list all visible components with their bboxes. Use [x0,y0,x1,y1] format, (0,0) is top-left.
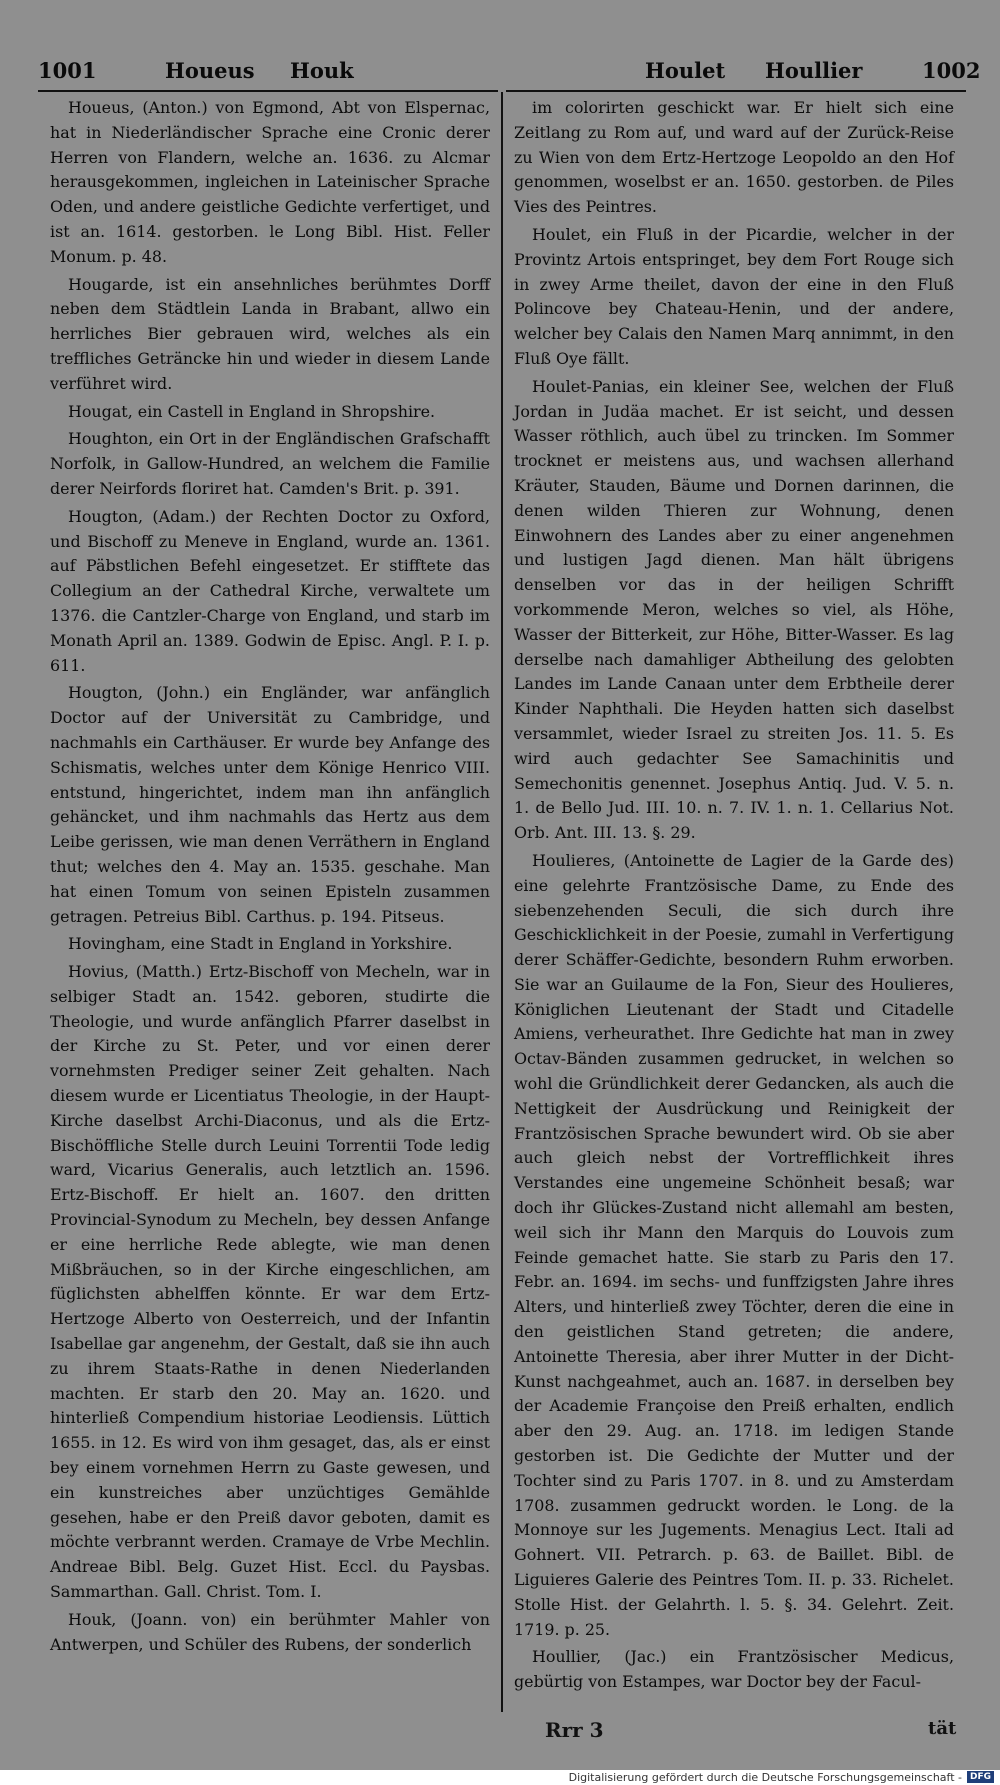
entry-paragraph: Hovingham, eine Stadt in England in Yorkshire. [68,934,453,954]
entry-paragraph: Hougat, ein Castell in England in Shropshire. [68,401,436,421]
column-divider [501,92,503,1712]
entry-paragraph: Hougton, (John.) ein Engländer, war anfänglich Doctor auf der Universität zu Cambridge, und nachmahls ein Carthäuser. Er wurde bey Anfange des Schismatis, welches unter dem Könige Henrico VIII. entstund, hingerichtet, indem man ihn anfänglich gehäncket, und ihm nachmahls das Hertz aus dem Leibe gerissen, wie man denen Verräthern in England thut; welches den 4. May an. 1535. geschahe. Man hat einen Tomum von seinen Episteln zusammen getragen. Petreius Bibl. Carthus. p. 194. Pitseus. [50,683,490,926]
entry-paragraph: Houk, (Joann. von) ein berühmter Mahler von Antwerpen, und Schüler des Rubens, der sonderlich [50,1609,490,1654]
header-rule-left [38,90,498,92]
catchword: tät [928,1718,957,1739]
left-column [50,96,490,1660]
right-header-word-2: Houllier [765,58,863,83]
right-header-word: Houlet [645,58,726,83]
right-page-number: 1002 [922,58,981,83]
entry-paragraph: Hovius, (Matth.) Ertz-Bischoff von Mecheln, war in selbiger Stadt an. 1542. geboren, studirte die Theologie, und wurde anfänglich Pfarrer daselbst in der Kirche zu St. Peter, und vor einen derer vornehmsten Prediger seiner Zeit gehalten. Nach diesem wurde er Licentiatus Theologie, in der Haupt-Kirche daselbst Archi-Diaconus, und als die Ertz-Bischöffliche Stelle durch Leuini Torrentii Tode ledig ward, Vicarius Generalis, auch letztlich an. 1596. Ertz-Bischoff. Er hielt an. 1607. den dritten Provincial-Synodum zu Mecheln, bey dessen Anfange er eine herrliche Rede ablegte, wie man denen Mißbräuchen, so in der Kirche eingeschlichen, am füglichsten abhelffen könnte. Er war dem Ertz-Hertzoge Alberto von Oesterreich, und der Infantin Isabellae gar angenehm, der Gestalt, daß sie ihn auch zu ihrem Staats-Rathe in denen Niederlanden machten. Er starb den 20. May an. 1620. und hinterließ Compendium historiae Leodiensis. Lüttich 1655. in 12. Es wird von ihm gesaget, das, als er einst bey einem vornehmen Herrn zu Gaste gewesen, und ein kunstreiches aber unzüchtiges Gemählde gesehen, habe er den Preiß davor geboten, damit es möchte verbrannt werden. Cramaye de Vrbe Mechlin. Andreae Bibl. Belg. Guzet Hist. Eccl. du Paysbas. Sammarthan. Gall. Christ. Tom. I. [50,962,490,1602]
dfg-logo: DFG [967,1771,994,1783]
right-column [514,96,954,1698]
entry-paragraph: Hougton, (Adam.) der Rechten Doctor zu Oxford, und Bischoff zu Meneve in England, wurde an. 1361. auf Päbstlichen Befehl eingesetzet. Er stifftete das Collegium an der Cathedral Kirche, verwaltete um 1376. die Cantzler-Charge von England, und starb im Monath April an. 1389. Godwin de Episc. Angl. P. I. p. 611. [50,506,490,675]
left-page-number: 1001 [38,58,97,83]
footer-credit: Digitalisierung gefördert durch die Deutsche Forschungsgemeinschaft - [568,1771,962,1784]
entry-paragraph: im colorirten geschickt war. Er hielt sich eine Zeitlang zu Rom auf, und ward auf der Zurück-Reise zu Wien von dem Ertz-Hertzoge Leopoldo an den Hof genommen, woselbst er an. 1650. gestorben. de Piles Vies des Peintres. [514,98,954,217]
running-header [0,52,1000,92]
entry-paragraph: Houlieres, (Antoinette de Lagier de la Garde des) eine gelehrte Frantzösische Dame, zu Ende des siebenzehenden Seculi, die sich durch ihre Geschicklichkeit in der Poesie, zumahl in Verfertigung derer Schäffer-Gedichte, besondern Ruhm erworben. Sie war an Guilaume de la Fon, Sieur des Houlieres, Königlichen Lieutenant der Stadt und Citadelle Amiens, verheurathet. Ihre Gedichte hat man in zwey Octav-Bänden zusammen gedrucket, in welchen so wohl die Gründlichkeit derer Gedancken, als auch die Nettigkeit der Ausdrückung und Reinigkeit der Frantzösischen Sprache bewundert wird. Ob sie aber auch gleich nebst der Vortrefflichkeit ihres Verstandes eine ungemeine Schönheit besaß; war doch ihr Glückes-Zustand nicht allemahl am besten, weil sich ihr Mann den Marquis do Louvois zum Feinde gemachet hatte. Sie starb zu Paris den 17. Febr. an. 1694. im sechs- und funffzigsten Jahre ihres Alters, und hinterließ zwey Töchter, deren die eine in den geistlichen Stand getreten; die andere, Antoinette Theresia, aber ihrer Mutter in der Dicht-Kunst nachgeahmet, auch an. 1687. in derselben bey der Academie Françoise den Preiß erhalten, endlich aber den 29. Aug. an. 1718. im ledigen Stande gestorben ist. Die Gedichte der Mutter und der Tochter sind zu Paris 1707. in 8. und zu Amsterdam 1708. zusammen gedruckt worden. le Long. de la Monnoye sur les Jugements. Menagius Lect. Itali ad Gohnert. VII. Petrarch. p. 63. de Baillet. Bibl. de Liguieres Galerie des Peintres Tom. II. p. 33. Richelet. Stolle Hist. der Gelahrth. l. 5. §. 34. Gelehrt. Zeit. 1719. p. 25. [514,850,954,1639]
footer-bar [0,1770,1000,1785]
entry-paragraph: Houlet-Panias, ein kleiner See, welchen der Fluß Jordan in Judäa machet. Er ist seicht, und dessen Wasser röthlich, auch übel zu trincken. Im Sommer trocknet er meistens aus, und wachsen allerhand Kräuter, Stauden, Bäume und Dornen darinnen, die denen wilden Thieren zur Wohnung, denen Einwohnern des Landes aber zu einer angenehmen und lustigen Jagd dienen. Man hält übrigens denselben vor das in der heiligen Schrifft vorkommende Meron, welches so viel, als Höhe, Wasser der Bitterkeit, zur Höhe, Bitter-Wasser. Es lag derselbe nach damahliger Abtheilung des gelobten Landes im Lande Canaan unter dem Erbtheile derer Kinder Naphthali. Die Heyden hatten sich daselbst versammlet, wieder Israel zu streiten Jos. 11. 5. Es wird auch gedachter See Samachinitis und Semechonitis genennet. Josephus Antiq. Jud. V. 5. n. 1. de Bello Jud. III. 10. n. 7. IV. 1. n. 1. Cellarius Not. Orb. Ant. III. 13. §. 29. [514,376,954,843]
entry-paragraph: Houeus, (Anton.) von Egmond, Abt von Elspernac, hat in Niederländischer Sprache eine Cronic derer Herren von Flandern, welche an. 1636. zu Alcmar herausgekommen, ingleichen in Lateinischer Sprache Oden, und andere geistliche Gedichte verfertiget, und ist an. 1614. gestorben. le Long Bibl. Hist. Feller Monum. p. 48. [50,98,490,266]
left-header-word-2: Houk [290,58,354,83]
entry-paragraph: Houllier, (Jac.) ein Frantzösischer Medicus, gebürtig von Estampes, war Doctor bey der Facul- [514,1647,954,1692]
header-rule-right [506,90,966,92]
entry-paragraph: Hougarde, ist ein ansehnliches berühmtes Dorff neben dem Städtlein Landa in Brabant, allwo ein herrliches Bier gebrauen wird, welches als ein treffliches Geträncke hin und wieder in diesem Lande verführet wird. [50,274,490,393]
signature-mark: Rrr 3 [545,1718,604,1742]
entry-paragraph: Houlet, ein Fluß in der Picardie, welcher in der Provintz Artois entspringet, bey dem Fort Rouge sich in zwey Arme theilet, davon der eine in den Fluß Polincove bey Chateau-Henin, und der andere, welcher bey Calais den Namen Marq annimmt, in den Fluß Oye fällt. [514,224,954,368]
entry-paragraph: Houghton, ein Ort in der Engländischen Grafschafft Norfolk, in Gallow-Hundred, an welchem die Familie derer Neirfords floriret hat. Camden's Brit. p. 391. [50,429,490,498]
left-header-word: Houeus [165,58,255,83]
